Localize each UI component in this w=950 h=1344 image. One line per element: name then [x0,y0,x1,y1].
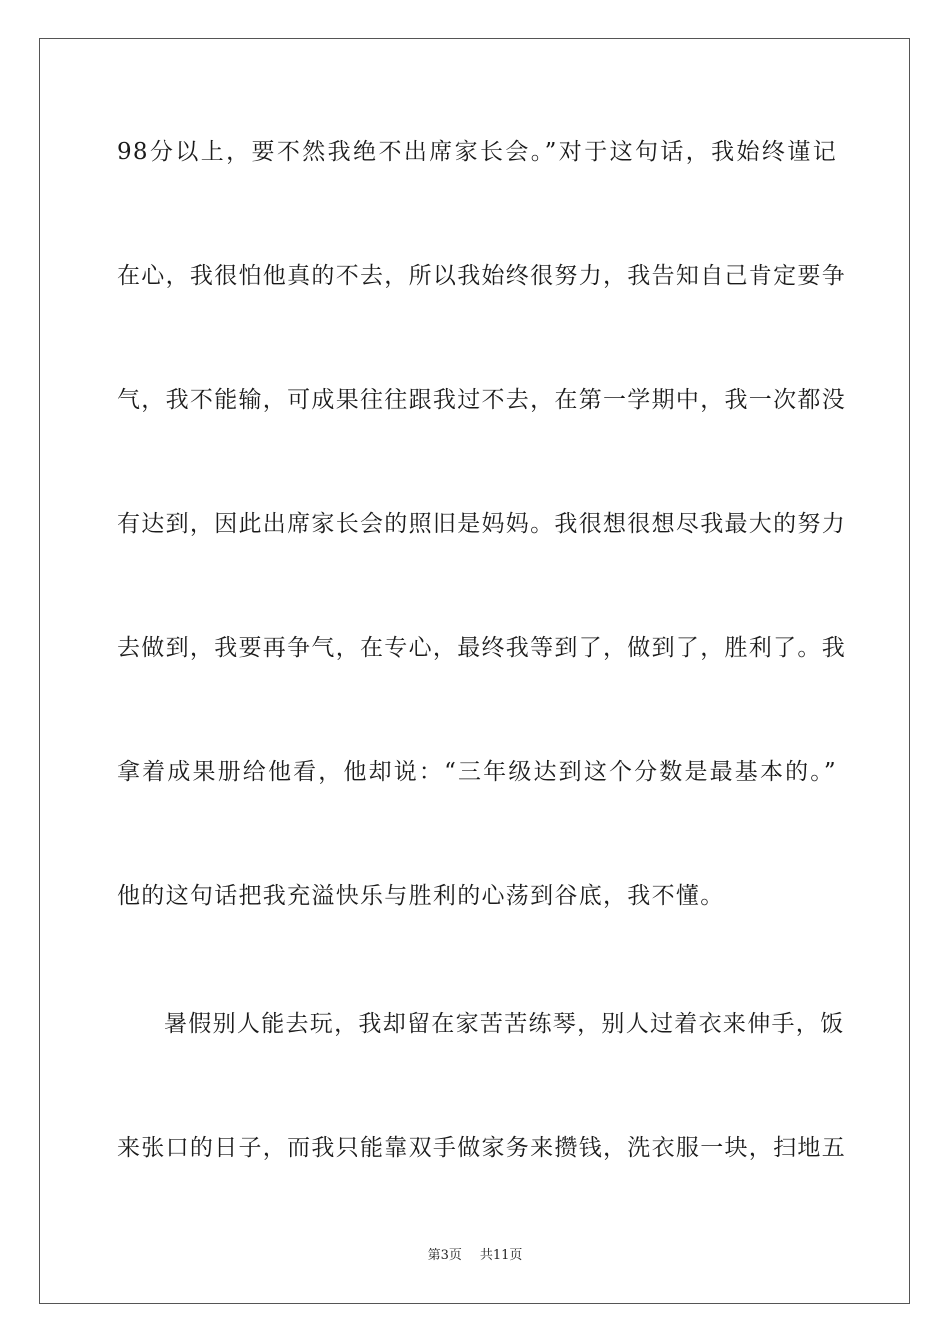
text-line-3: 气，我不能输，可成果往往跟我过不去，在第一学期中，我一次都没 [117,387,846,413]
text-line-8: 暑假别人能去玩，我却留在家苦苦练琴，别人过着衣来伸手，饭 [164,1011,845,1037]
page-border [39,38,910,1304]
page-footer [0,1247,950,1265]
text-line-9: 来张口的日子，而我只能靠双手做家务来攒钱，洗衣服一块，扫地五 [117,1135,846,1161]
text-line-6: 拿着成果册给他看，他却说：“三年级达到这个分数是最基本的。” [117,759,837,785]
page-total: 共11页 [479,1248,523,1263]
text-line-2: 在心，我很怕他真的不去，所以我始终很努力，我告知自己肯定要争 [117,263,846,289]
text-line-7: 他的这句话把我充溢快乐与胜利的心荡到谷底，我不懂。 [117,883,725,909]
text-line-4: 有达到，因此出席家长会的照旧是妈妈。我很想很想尽我最大的努力 [117,511,846,537]
text-line-5: 去做到，我要再争气，在专心，最终我等到了，做到了，胜利了。我 [117,635,846,661]
text-line-1: 98分以上，要不然我绝不出席家长会。”对于这句话，我始终谨记 [117,139,837,165]
page-number: 第3页 [427,1248,462,1263]
